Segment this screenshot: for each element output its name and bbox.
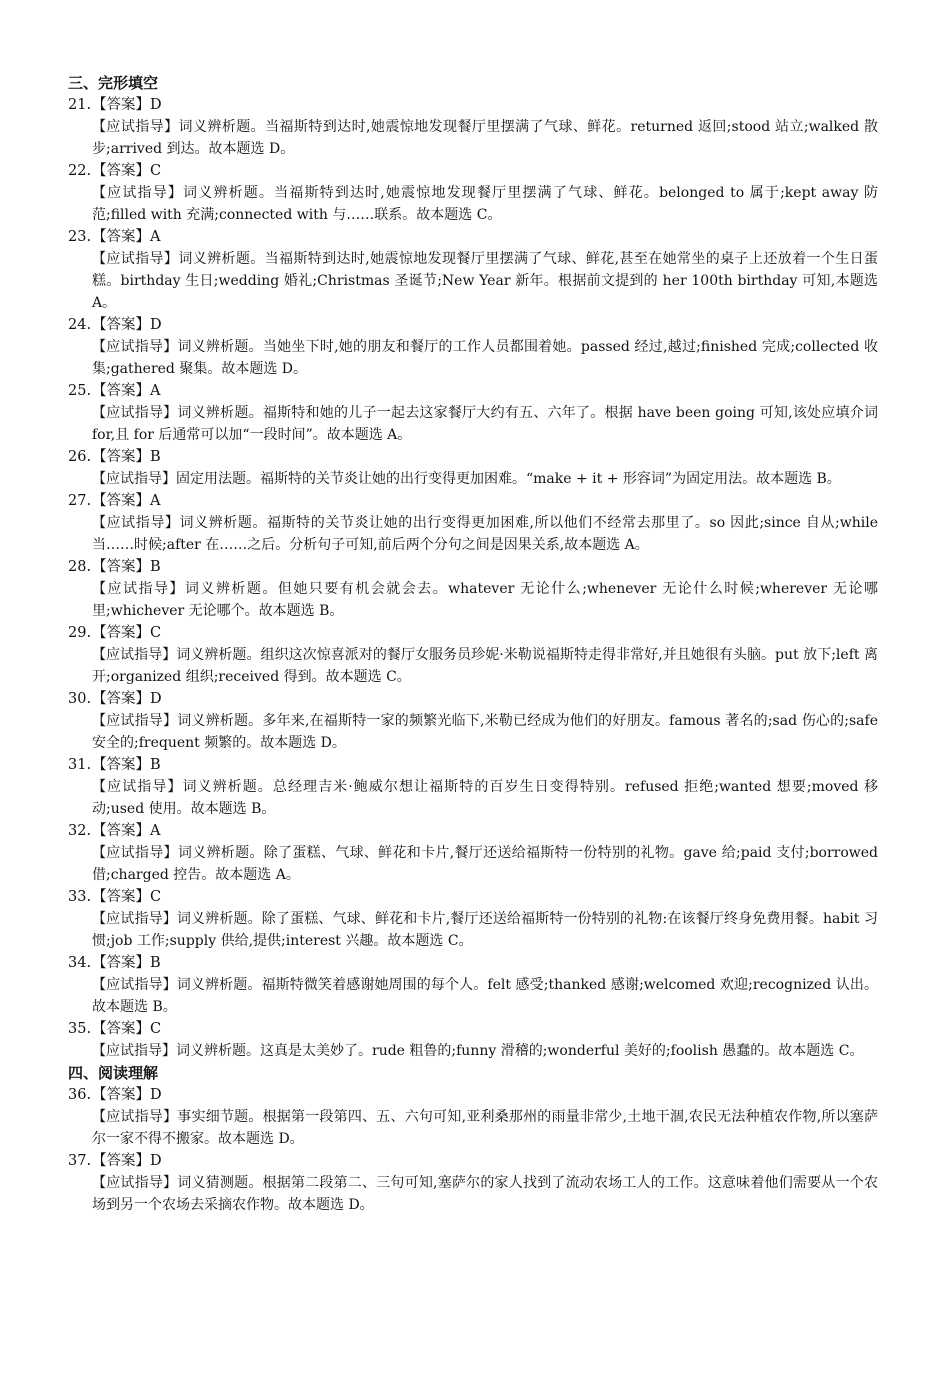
question-number: 32. <box>68 823 92 839</box>
question-number: 36. <box>68 1087 92 1103</box>
answer-line <box>68 1150 878 1172</box>
answer-item <box>68 226 878 314</box>
guide-body: 词义辨析题。福斯特微笑着感谢她周围的每个人。felt 感受;thanked 感谢;welcomed 欢迎;recognized 认出。故本题选 B。 <box>92 977 878 1015</box>
guide-text <box>92 644 878 688</box>
guide-text <box>92 248 878 314</box>
guide-body: 词义辨析题。当她坐下时,她的朋友和餐厅的工作人员都围着她。passed 经过,越过;finished 完成;collected 收集;gathered 聚集。故本题选 D。 <box>92 339 878 377</box>
guide-tag: 【应试指导】 <box>92 1043 176 1059</box>
question-number: 35. <box>68 1021 92 1037</box>
guide-text <box>92 402 878 446</box>
answer-label: 【答案】D <box>92 97 162 113</box>
answer-line <box>68 952 878 974</box>
answer-line <box>68 820 878 842</box>
answer-item <box>68 754 878 820</box>
question-number: 27. <box>68 493 92 509</box>
answer-line <box>68 688 878 710</box>
section-title: 三、完形填空 <box>68 74 159 92</box>
guide-tag: 【应试指导】 <box>92 845 178 861</box>
answer-label: 【答案】B <box>92 955 161 971</box>
answer-label: 【答案】B <box>92 757 161 773</box>
question-number: 31. <box>68 757 92 773</box>
guide-body: 词义辨析题。这真是太美妙了。rude 粗鲁的;funny 滑稽的;wonderful 美好的;foolish 愚蠢的。故本题选 C。 <box>176 1043 864 1059</box>
question-number: 22. <box>68 163 92 179</box>
guide-body: 词义辨析题。福斯特和她的儿子一起去这家餐厅大约有五、六年了。根据 have been going 可知,该处应填介词 for,且 for 后通常可以加“一段时间”。故本题选 A。 <box>92 405 879 443</box>
answer-label: 【答案】A <box>92 383 161 399</box>
answer-item <box>68 314 878 380</box>
guide-tag: 【应试指导】 <box>92 713 178 729</box>
guide-body: 词义辨析题。当福斯特到达时,她震惊地发现餐厅里摆满了气球、鲜花。belonged to 属于;kept away 防范;filled with 充满;connected with 与……联系。故本题选 C。 <box>92 185 879 223</box>
guide-tag: 【应试指导】 <box>92 647 177 663</box>
answer-item <box>68 1018 878 1062</box>
guide-tag: 【应试指导】 <box>92 977 177 993</box>
guide-tag: 【应试指导】 <box>92 779 183 795</box>
answer-item <box>68 446 878 490</box>
guide-tag: 【应试指导】 <box>92 911 177 927</box>
answer-label: 【答案】D <box>92 317 162 333</box>
guide-text <box>92 468 878 490</box>
answer-label: 【答案】A <box>92 493 161 509</box>
question-number: 29. <box>68 625 92 641</box>
guide-text <box>92 842 878 886</box>
answer-item <box>68 952 878 1018</box>
answer-item <box>68 886 878 952</box>
question-number: 21. <box>68 97 92 113</box>
answer-line <box>68 886 878 908</box>
answer-line <box>68 490 878 512</box>
answer-label: 【答案】C <box>92 889 162 905</box>
question-number: 24. <box>68 317 92 333</box>
guide-text <box>92 974 878 1018</box>
guide-tag: 【应试指导】 <box>92 581 185 597</box>
guide-tag: 【应试指导】 <box>92 1175 178 1191</box>
answer-label: 【答案】D <box>92 1153 162 1169</box>
section-title: 四、阅读理解 <box>68 1064 159 1082</box>
guide-body: 词义辨析题。组织这次惊喜派对的餐厅女服务员珍妮·米勒说福斯特走得非常好,并且她很有头脑。put 放下;left 离开;organized 组织;received 得到。故本题选 C。 <box>92 647 878 685</box>
guide-body: 词义辨析题。福斯特的关节炎让她的出行变得更加困难,所以他们不经常去那里了。so 因此;since 自从;while 当……时候;after 在……之后。分析句子可知,前后两个分句之间是因果关系,故本题选 A。 <box>92 515 878 553</box>
guide-tag: 【应试指导】 <box>92 119 179 135</box>
question-number: 23. <box>68 229 92 245</box>
guide-text <box>92 578 878 622</box>
section-reading <box>68 1062 878 1216</box>
answer-item <box>68 160 878 226</box>
guide-text <box>92 710 878 754</box>
guide-text <box>92 1172 878 1216</box>
answer-item <box>68 622 878 688</box>
question-number: 26. <box>68 449 92 465</box>
guide-tag: 【应试指导】 <box>92 471 176 487</box>
answer-line <box>68 754 878 776</box>
question-number: 30. <box>68 691 92 707</box>
guide-tag: 【应试指导】 <box>92 515 180 531</box>
question-number: 33. <box>68 889 92 905</box>
guide-body: 词义辨析题。当福斯特到达时,她震惊地发现餐厅里摆满了气球、鲜花。returned 返回;stood 站立;walked 散步;arrived 到达。故本题选 D。 <box>92 119 879 157</box>
section-cloze <box>68 72 878 1062</box>
answer-label: 【答案】B <box>92 449 161 465</box>
answer-line <box>68 1018 878 1040</box>
question-number: 25. <box>68 383 92 399</box>
guide-body: 词义辨析题。除了蛋糕、气球、鲜花和卡片,餐厅还送给福斯特一份特别的礼物。gave 给;paid 支付;borrowed 借;charged 控告。故本题选 A。 <box>92 845 879 883</box>
guide-body: 词义辨析题。多年来,在福斯特一家的频繁光临下,米勒已经成为他们的好朋友。famous 著名的;sad 伤心的;safe 安全的;frequent 频繁的。故本题选 D。 <box>92 713 878 751</box>
answer-item <box>68 556 878 622</box>
guide-text <box>92 1040 878 1062</box>
question-number: 28. <box>68 559 92 575</box>
answer-item <box>68 1150 878 1216</box>
answer-item <box>68 1084 878 1150</box>
answer-label: 【答案】C <box>92 163 162 179</box>
answer-item <box>68 820 878 886</box>
answer-line <box>68 94 878 116</box>
guide-text <box>92 776 878 820</box>
answer-label: 【答案】C <box>92 1021 162 1037</box>
answer-item <box>68 380 878 446</box>
guide-tag: 【应试指导】 <box>92 185 184 201</box>
answer-item <box>68 490 878 556</box>
guide-body: 固定用法题。福斯特的关节炎让她的出行变得更加困难。“make + it + 形容词”为固定用法。故本题选 B。 <box>176 471 841 487</box>
answer-label: 【答案】A <box>92 823 161 839</box>
answer-item <box>68 688 878 754</box>
guide-tag: 【应试指导】 <box>92 1109 178 1125</box>
guide-text <box>92 908 878 952</box>
guide-body: 词义辨析题。总经理吉米·鲍威尔想让福斯特的百岁生日变得特别。refused 拒绝;wanted 想要;moved 移动;used 使用。故本题选 B。 <box>92 779 879 817</box>
answer-line <box>68 380 878 402</box>
guide-tag: 【应试指导】 <box>92 405 178 421</box>
guide-text <box>92 116 878 160</box>
guide-tag: 【应试指导】 <box>92 251 179 267</box>
guide-text <box>92 1106 878 1150</box>
answer-label: 【答案】A <box>92 229 161 245</box>
answer-label: 【答案】D <box>92 1087 162 1103</box>
guide-text <box>92 336 878 380</box>
answer-label: 【答案】B <box>92 559 161 575</box>
guide-text <box>92 182 878 226</box>
answer-line <box>68 1084 878 1106</box>
answer-label: 【答案】D <box>92 691 162 707</box>
answer-item <box>68 94 878 160</box>
answer-line <box>68 226 878 248</box>
guide-body: 词义辨析题。但她只要有机会就会去。whatever 无论什么;whenever 无论什么时候;wherever 无论哪里;whichever 无论哪个。故本题选 B。 <box>92 581 878 619</box>
answer-line <box>68 446 878 468</box>
answer-line <box>68 314 878 336</box>
answer-line <box>68 556 878 578</box>
answer-line <box>68 160 878 182</box>
answer-line <box>68 622 878 644</box>
guide-body: 词义猜测题。根据第二段第二、三句可知,塞萨尔的家人找到了流动农场工人的工作。这意味着他们需要从一个农场到另一个农场去采摘农作物。故本题选 D。 <box>92 1175 879 1213</box>
guide-tag: 【应试指导】 <box>92 339 178 355</box>
question-number: 34. <box>68 955 92 971</box>
guide-body: 词义辨析题。除了蛋糕、气球、鲜花和卡片,餐厅还送给福斯特一份特别的礼物:在该餐厅终身免费用餐。habit 习惯;job 工作;supply 供给,提供;interest 兴趣。故本题选 C。 <box>92 911 879 949</box>
guide-text <box>92 512 878 556</box>
question-number: 37. <box>68 1153 92 1169</box>
guide-body: 事实细节题。根据第一段第四、五、六句可知,亚利桑那州的雨量非常少,土地干涸,农民无法种植农作物,所以塞萨尔一家不得不搬家。故本题选 D。 <box>92 1109 878 1147</box>
answer-label: 【答案】C <box>92 625 162 641</box>
guide-body: 词义辨析题。当福斯特到达时,她震惊地发现餐厅里摆满了气球、鲜花,甚至在她常坐的桌子上还放着一个生日蛋糕。birthday 生日;wedding 婚礼;Christmas 圣诞节;New Year 新年。根据前文提到的 her 100th birthday 可知,本题选 A。 <box>92 251 879 311</box>
